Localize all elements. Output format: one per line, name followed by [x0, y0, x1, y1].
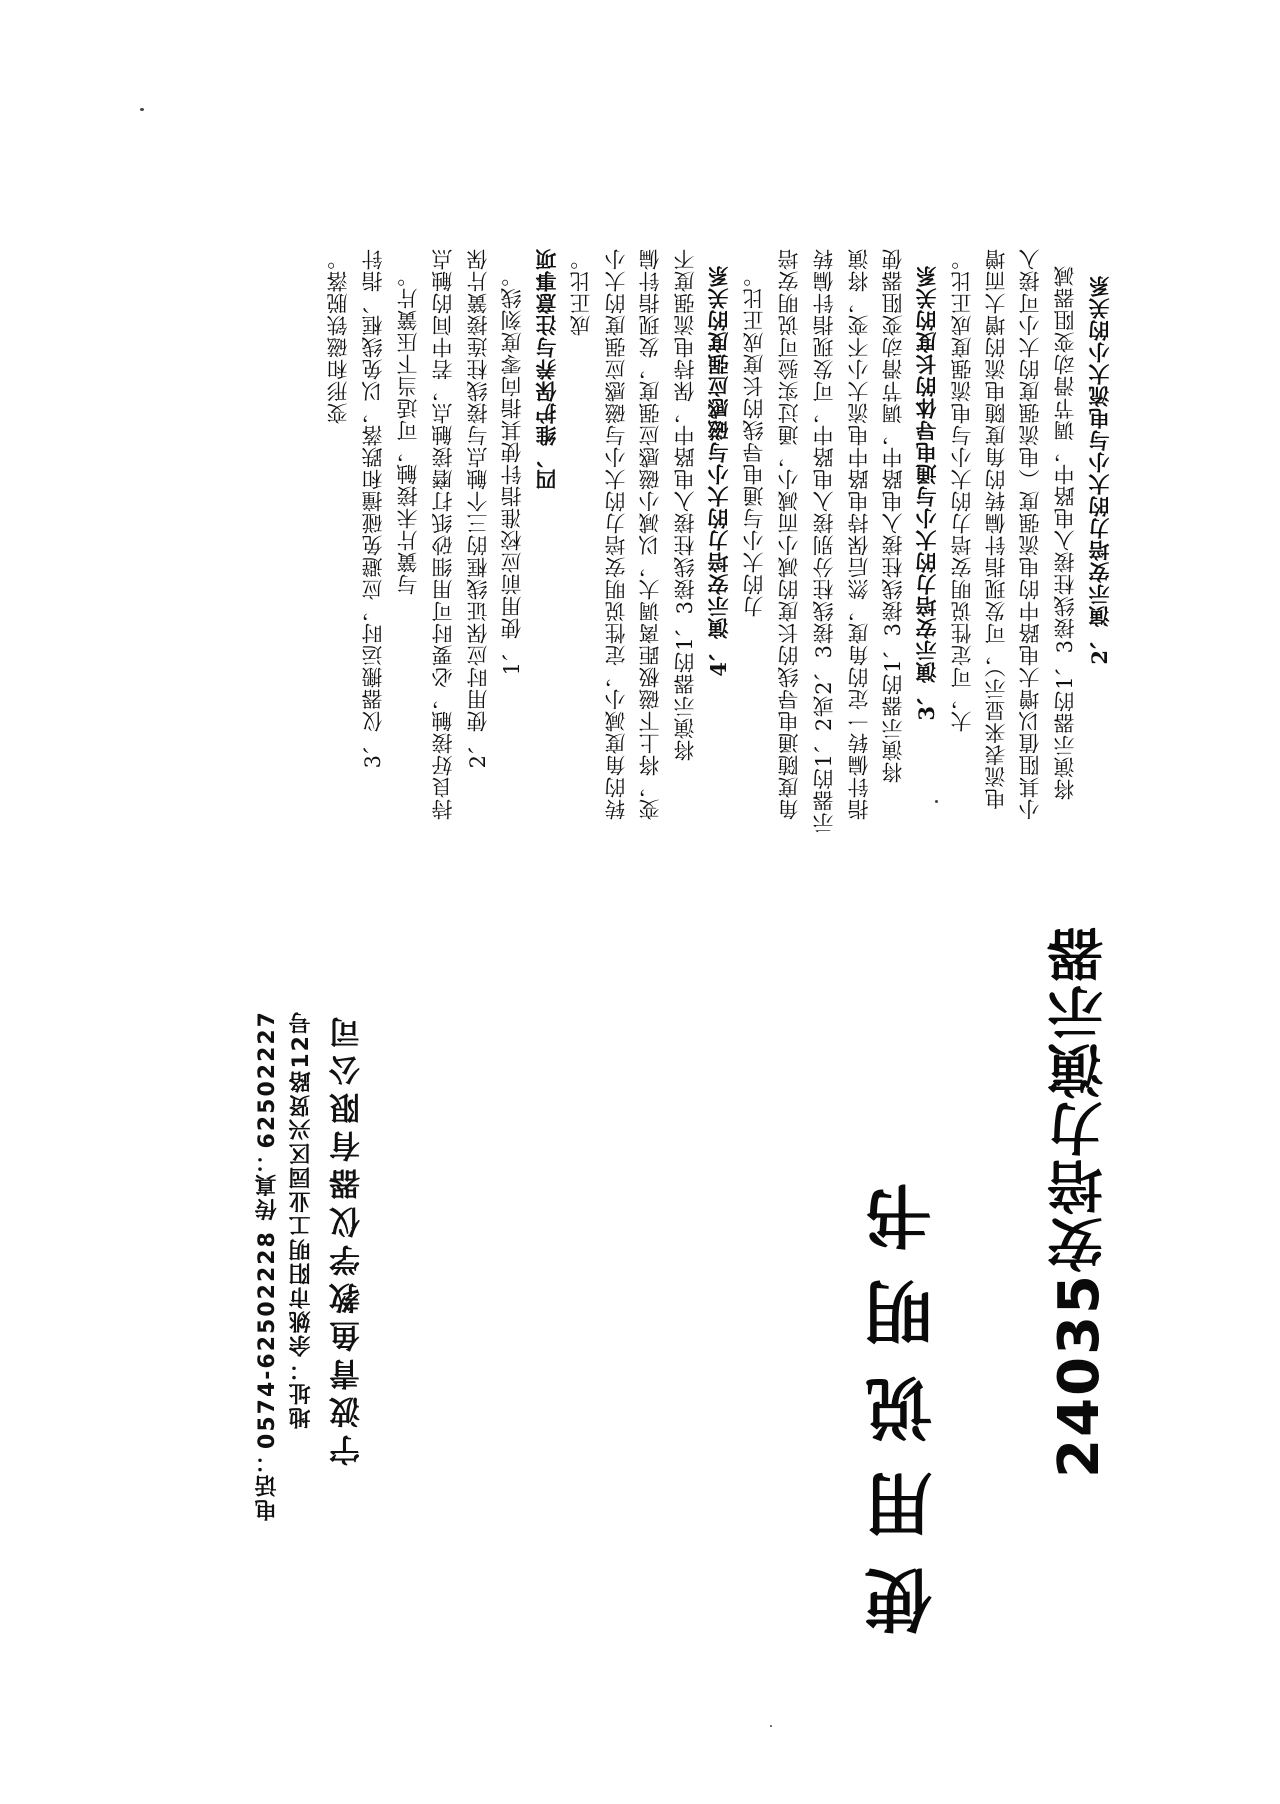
paragraph-line: 电流表来显示），可发现指针偏转的角度随电流的增大而增 [984, 248, 1008, 810]
paragraph-line: 力的大小与通电导线的长度成正比。 [742, 265, 766, 617]
company-address: 地址：余姚市阳明工业园区兴贤路12号 [289, 1010, 314, 1429]
paragraph-line: 将演示器的1、3接线柱接入电路中，保持电流强度不 [673, 248, 697, 761]
paragraph-line: 成正比。 [569, 248, 593, 336]
paragraph-line: 将演示器的1、3接线柱接入电路中，调节滑动变阻器使 [881, 248, 905, 783]
paragraph-line: 与簧片未接触，可适当下压簧片。 [396, 265, 420, 595]
paragraph-line: 1、使用前应校准指针使其指向零度刻线。 [500, 265, 524, 676]
paragraph-line: 小其阻值以增大电路中的电流强度（电流强度的大小可接入 [1018, 248, 1042, 820]
manual-subtitle: 使用说明书 [864, 1155, 944, 1635]
section-heading-length: 3、演示安培力的大小与通电导体的长度的关系 [914, 265, 939, 721]
product-title: 24035安培力演示器 [1047, 925, 1112, 1478]
paragraph-line: 持良好接触，必要时可用细砂纸打磨接触点，若中间的触点 [431, 248, 455, 820]
paragraph-line: 3、仪器搬运时，应避免碰撞和跌落，以免线框、指针 [361, 248, 385, 769]
paragraph-line: 2、使用时应保证线框的三个触点与接线柱连接簧片保 [466, 248, 490, 769]
scan-speck [140, 108, 144, 111]
section-heading-current: 2、演示安培力的大小与电流大小的关系 [1087, 275, 1112, 665]
scan-speck [770, 1725, 772, 1727]
paragraph-line: 示器的1、2或2、3接线柱分别接入电路中，可发现指针偏转 [812, 248, 836, 834]
section-heading-maintenance: 四、维护保养与注意事项 [534, 248, 559, 490]
paragraph-line: 转的角度减小，定性说明安培力的大小与磁感应强度的大小 [604, 248, 628, 820]
paragraph-line: 将演示器的1、3接线柱接入电路中，调节滑动变阻器减 [1053, 265, 1077, 800]
company-name: 宁波青鱼教学仪器有限公司 [330, 1010, 366, 1466]
paragraph-line: 大，可定性说明安培力的大小与电流强度成正比。 [950, 248, 974, 732]
paragraph-line: 变，将上下磁极距离调大，以减小磁感应强度，发现指针偏 [638, 248, 662, 820]
section-heading-magnetic: 4、演示安培力的大小与磁感应强度的关系 [706, 265, 731, 677]
paragraph-line: 角度随通电导线的长度的减小而减小，通过实验可说明安培 [777, 248, 801, 820]
company-phone: 电话：0574-62502228 传真：62502227 [255, 1010, 280, 1521]
paragraph-line: 变形和磁铁脱落。 [326, 248, 350, 424]
paragraph-line: 指针偏转一定的角度，然后保持电路中电流大小不变，将演 [847, 248, 871, 820]
scan-speck [935, 800, 938, 803]
